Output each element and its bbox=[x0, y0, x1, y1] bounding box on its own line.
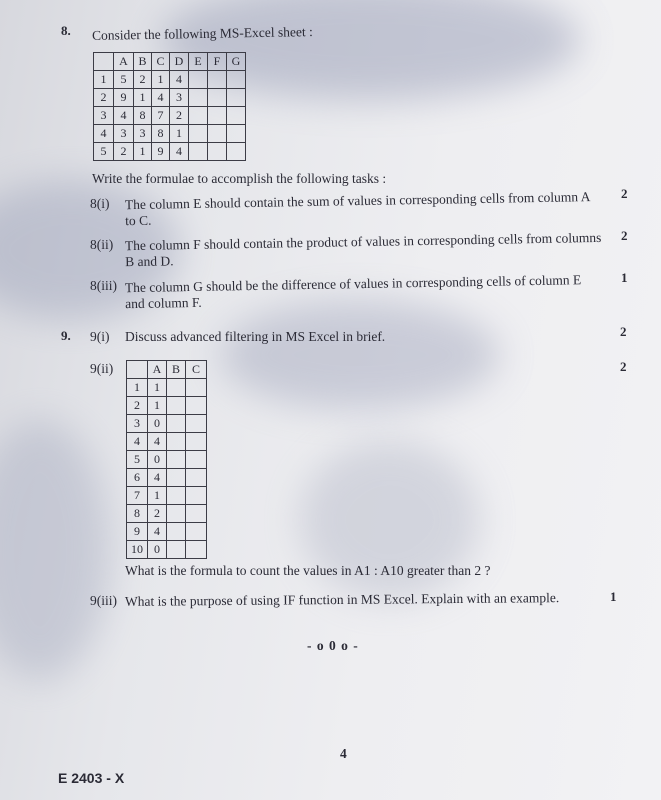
sheet-header-row bbox=[127, 361, 207, 379]
sheet-column-header: D bbox=[170, 53, 189, 71]
sheet-cell bbox=[167, 379, 186, 397]
part-9iii-text: What is the purpose of using IF function in MS Excel. Explain with an example. bbox=[124, 590, 560, 609]
sheet-row bbox=[127, 451, 207, 469]
sheet-row bbox=[94, 125, 246, 143]
part-9iii-marks: 1 bbox=[610, 589, 617, 604]
part-8i-line2: to C. bbox=[125, 212, 152, 229]
sheet-cell: 4 bbox=[114, 107, 134, 125]
sheet-column-header bbox=[94, 53, 114, 71]
sheet-cell bbox=[186, 433, 207, 451]
sheet-column-header: F bbox=[208, 53, 227, 71]
sheet-row-number: 1 bbox=[94, 71, 114, 89]
part-8i-label: 8(i) bbox=[90, 196, 110, 211]
sheet-cell: 9 bbox=[114, 89, 134, 107]
part-9ii-marks: 2 bbox=[620, 359, 627, 374]
excel-sheet-q8 bbox=[93, 52, 246, 161]
sheet-cell bbox=[167, 397, 186, 415]
excel-sheet-q9 bbox=[126, 360, 207, 559]
sheet-row bbox=[127, 469, 207, 487]
sheet-row-number: 9 bbox=[127, 523, 148, 541]
sheet-cell: 4 bbox=[148, 433, 167, 451]
sheet-cell bbox=[186, 505, 207, 523]
sheet-cell bbox=[167, 541, 186, 559]
sheet-column-header: C bbox=[186, 361, 207, 379]
sheet-cell: 1 bbox=[170, 125, 189, 143]
question-8-intro: Consider the following MS-Excel sheet : bbox=[91, 24, 313, 43]
part-9ii-label: 9(ii) bbox=[90, 361, 114, 376]
part-8iii-line1: The column G should be the difference of values in corresponding cells of column E bbox=[124, 272, 582, 296]
sheet-row-number: 1 bbox=[127, 379, 148, 397]
sheet-row-number: 3 bbox=[127, 415, 148, 433]
page-number: 4 bbox=[340, 746, 347, 761]
sheet-column-header bbox=[127, 361, 148, 379]
sheet-cell bbox=[186, 379, 207, 397]
sheet-row bbox=[94, 89, 246, 107]
sheet-cell bbox=[189, 125, 208, 143]
sheet-row bbox=[127, 379, 207, 397]
sheet-row bbox=[127, 415, 207, 433]
part-8iii-line2: and column F. bbox=[125, 294, 202, 312]
sheet-cell bbox=[167, 451, 186, 469]
sheet-row bbox=[127, 541, 207, 559]
sheet-row-number: 5 bbox=[94, 143, 114, 161]
sheet-cell: 0 bbox=[148, 541, 167, 559]
sheet-cell: 2 bbox=[134, 71, 152, 89]
sheet-cell bbox=[189, 89, 208, 107]
sheet-header-row bbox=[94, 53, 246, 71]
sheet-row bbox=[94, 107, 246, 125]
sheet-column-header: C bbox=[152, 53, 170, 71]
question-8-number: 8. bbox=[61, 23, 71, 38]
sheet-cell bbox=[208, 89, 227, 107]
sheet-row bbox=[127, 505, 207, 523]
sheet-cell: 3 bbox=[114, 125, 134, 143]
sheet-cell: 9 bbox=[152, 143, 170, 161]
sheet-cell bbox=[189, 71, 208, 89]
part-8ii-line2: B and D. bbox=[125, 253, 174, 270]
sheet-row-number: 8 bbox=[127, 505, 148, 523]
sheet-cell bbox=[167, 469, 186, 487]
part-8ii-marks: 2 bbox=[621, 228, 628, 243]
sheet-row-number: 4 bbox=[94, 125, 114, 143]
sheet-row bbox=[94, 143, 246, 161]
sheet-column-header: A bbox=[114, 53, 134, 71]
end-of-paper-mark: - o 0 o - bbox=[307, 638, 359, 653]
sheet-cell bbox=[167, 523, 186, 541]
sheet-cell: 7 bbox=[152, 107, 170, 125]
sheet-cell: 3 bbox=[170, 89, 189, 107]
part-9i-text: Discuss advanced filtering in MS Excel in brief. bbox=[125, 329, 386, 344]
sheet-cell bbox=[167, 433, 186, 451]
sheet-cell: 2 bbox=[170, 107, 189, 125]
sheet-cell bbox=[167, 487, 186, 505]
sheet-row-number: 5 bbox=[127, 451, 148, 469]
sheet-row-number: 7 bbox=[127, 487, 148, 505]
sheet-cell bbox=[167, 415, 186, 433]
sheet-cell: 1 bbox=[148, 487, 167, 505]
sheet-cell bbox=[227, 143, 246, 161]
part-8iii-marks: 1 bbox=[621, 270, 628, 285]
sheet-cell bbox=[208, 107, 227, 125]
shadow-blob bbox=[0, 420, 110, 680]
sheet-row bbox=[127, 433, 207, 451]
sheet-cell: 4 bbox=[148, 523, 167, 541]
sheet-cell: 2 bbox=[148, 505, 167, 523]
sheet-cell: 8 bbox=[134, 107, 152, 125]
part-8ii-text bbox=[125, 230, 605, 270]
sheet-column-header: G bbox=[227, 53, 246, 71]
sheet-row bbox=[127, 487, 207, 505]
sheet-cell bbox=[186, 451, 207, 469]
sheet-cell bbox=[208, 143, 227, 161]
sheet-cell bbox=[227, 125, 246, 143]
sheet-row bbox=[94, 71, 246, 89]
part-9ii-question: What is the formula to count the values in A1 : A10 greater than 2 ? bbox=[125, 563, 491, 578]
sheet-cell bbox=[189, 107, 208, 125]
sheet-column-header: B bbox=[167, 361, 186, 379]
sheet-cell bbox=[186, 523, 207, 541]
sheet-cell: 4 bbox=[170, 143, 189, 161]
part-9iii-label: 9(iii) bbox=[90, 593, 117, 608]
sheet-row-number: 2 bbox=[127, 397, 148, 415]
sheet-cell bbox=[208, 71, 227, 89]
sheet-cell bbox=[227, 107, 246, 125]
sheet-cell: 4 bbox=[148, 469, 167, 487]
sheet-row-number: 4 bbox=[127, 433, 148, 451]
sheet-cell: 1 bbox=[134, 143, 152, 161]
part-8iii-text bbox=[125, 272, 605, 312]
sheet-cell: 0 bbox=[148, 415, 167, 433]
sheet-row bbox=[127, 397, 207, 415]
part-9i-marks: 2 bbox=[620, 324, 627, 339]
part-8i-text bbox=[125, 189, 605, 229]
sheet-cell: 1 bbox=[134, 89, 152, 107]
part-8ii-label: 8(ii) bbox=[90, 237, 114, 252]
sheet-column-header: A bbox=[148, 361, 167, 379]
sheet-cell bbox=[186, 397, 207, 415]
sheet-cell: 2 bbox=[114, 143, 134, 161]
part-8iii-label: 8(iii) bbox=[90, 278, 117, 293]
sheet-cell bbox=[227, 71, 246, 89]
sheet-cell bbox=[208, 125, 227, 143]
sheet-column-header: B bbox=[134, 53, 152, 71]
sheet-cell: 8 bbox=[152, 125, 170, 143]
sheet-cell: 4 bbox=[170, 71, 189, 89]
sheet-cell: 1 bbox=[148, 397, 167, 415]
sheet-cell: 1 bbox=[152, 71, 170, 89]
sheet-row-number: 6 bbox=[127, 469, 148, 487]
sheet-row-number: 10 bbox=[127, 541, 148, 559]
question-9-number: 9. bbox=[61, 328, 71, 343]
shadow-blob bbox=[220, 300, 500, 410]
sheet-row-number: 2 bbox=[94, 89, 114, 107]
sheet-row-number: 3 bbox=[94, 107, 114, 125]
part-8i-marks: 2 bbox=[621, 186, 628, 201]
sheet-cell bbox=[186, 469, 207, 487]
part-8i-line1: The column E should contain the sum of values in corresponding cells from column A bbox=[124, 189, 591, 213]
tasks-intro: Write the formulae to accomplish the following tasks : bbox=[92, 171, 387, 186]
sheet-cell bbox=[167, 505, 186, 523]
sheet-cell bbox=[186, 541, 207, 559]
part-9i-label: 9(i) bbox=[90, 329, 110, 344]
sheet-cell: 3 bbox=[134, 125, 152, 143]
sheet-cell bbox=[227, 89, 246, 107]
sheet-column-header: E bbox=[189, 53, 208, 71]
paper-code: E 2403 - X bbox=[58, 770, 125, 786]
part-8ii-line1: The column F should contain the product of values in corresponding cells from columns bbox=[124, 229, 602, 254]
sheet-cell: 0 bbox=[148, 451, 167, 469]
sheet-cell bbox=[186, 415, 207, 433]
sheet-row bbox=[127, 523, 207, 541]
sheet-cell bbox=[186, 487, 207, 505]
sheet-cell bbox=[189, 143, 208, 161]
sheet-cell: 4 bbox=[152, 89, 170, 107]
sheet-cell: 5 bbox=[114, 71, 134, 89]
sheet-cell: 1 bbox=[148, 379, 167, 397]
